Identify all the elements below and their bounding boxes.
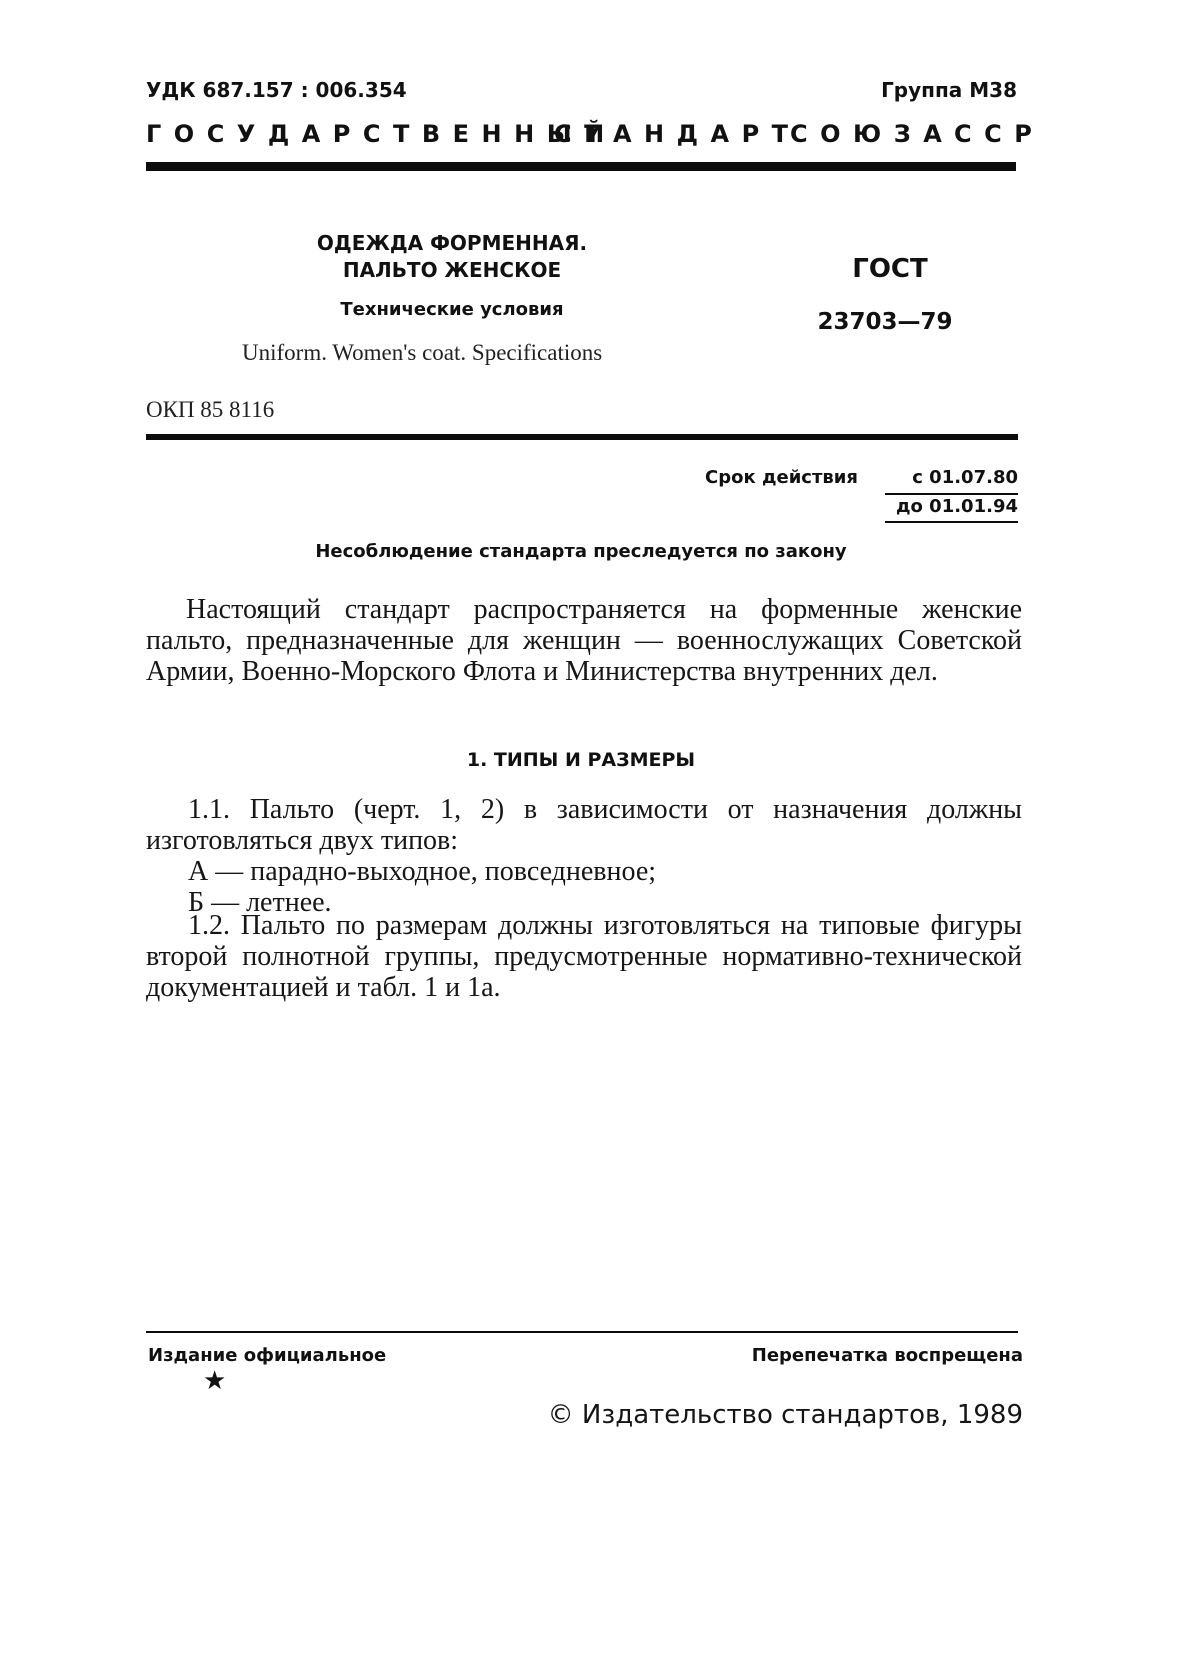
- title-line-1: ОДЕЖДА ФОРМЕННАЯ.: [316, 231, 588, 255]
- clause-1-1: 1.1. Пальто (черт. 1, 2) в зависимости от назначения должны изготовляться двух типов:: [146, 794, 1022, 856]
- intro-paragraph: Настоящий стандарт распространяется на форменные женские пальто, предназначенные для женщин — военнослужащих Советской Армии, Военно-Морского Флота и Министерства внутренних дел.: [146, 594, 1022, 687]
- validity-label: Срок действия: [705, 467, 858, 488]
- star-icon: ★: [203, 1366, 227, 1396]
- section-1-heading: 1. ТИПЫ И РАЗМЕРЫ: [466, 749, 696, 771]
- type-b-item: Б — летнее.: [188, 887, 332, 918]
- title-subtitle: Технические условия: [340, 299, 564, 320]
- state-standard-word-2: СТАНДАРТ: [554, 120, 801, 148]
- official-edition: Издание официальное: [148, 1345, 387, 1366]
- validity-separator: [885, 493, 1018, 495]
- okp-code: ОКП 85 8116: [146, 397, 275, 422]
- validity-underline: [885, 521, 1018, 523]
- state-standard-word-3: СОЮЗА: [790, 120, 955, 148]
- header-rule: [146, 162, 1016, 171]
- copyright: © Издательство стандартов, 1989: [547, 1400, 1023, 1430]
- gost-number: 23703—79: [817, 309, 953, 335]
- type-a-item: А — парадно-выходное, повседневное;: [188, 856, 657, 887]
- title-english: Uniform. Women's coat. Specifications: [242, 340, 603, 365]
- clause-1-2: 1.2. Пальто по размерам должны изготовляться на типовые фигуры второй полнотной группы, предусмотренные нормативно-технической документацией и табл. 1 и 1а.: [146, 910, 1022, 1003]
- group-code: Группа М38: [881, 78, 1017, 102]
- reprint-prohibited: Перепечатка воспрещена: [751, 1345, 1023, 1366]
- gost-label: ГОСТ: [852, 254, 928, 284]
- udk-code: УДК 687.157 : 006.354: [146, 78, 407, 102]
- validity-from: с 01.07.80: [912, 467, 1018, 488]
- title-line-2: ПАЛЬТО ЖЕНСКОЕ: [342, 258, 562, 282]
- validity-to: до 01.01.94: [896, 496, 1018, 517]
- state-standard-word-4: ССР: [954, 120, 1045, 148]
- title-rule: [146, 434, 1018, 440]
- state-standard-word-1: ГОСУДАРСТВЕННЫЙ: [146, 120, 617, 148]
- footer-rule: [146, 1331, 1018, 1333]
- legal-notice: Несоблюдение стандарта преследуется по закону: [315, 541, 847, 562]
